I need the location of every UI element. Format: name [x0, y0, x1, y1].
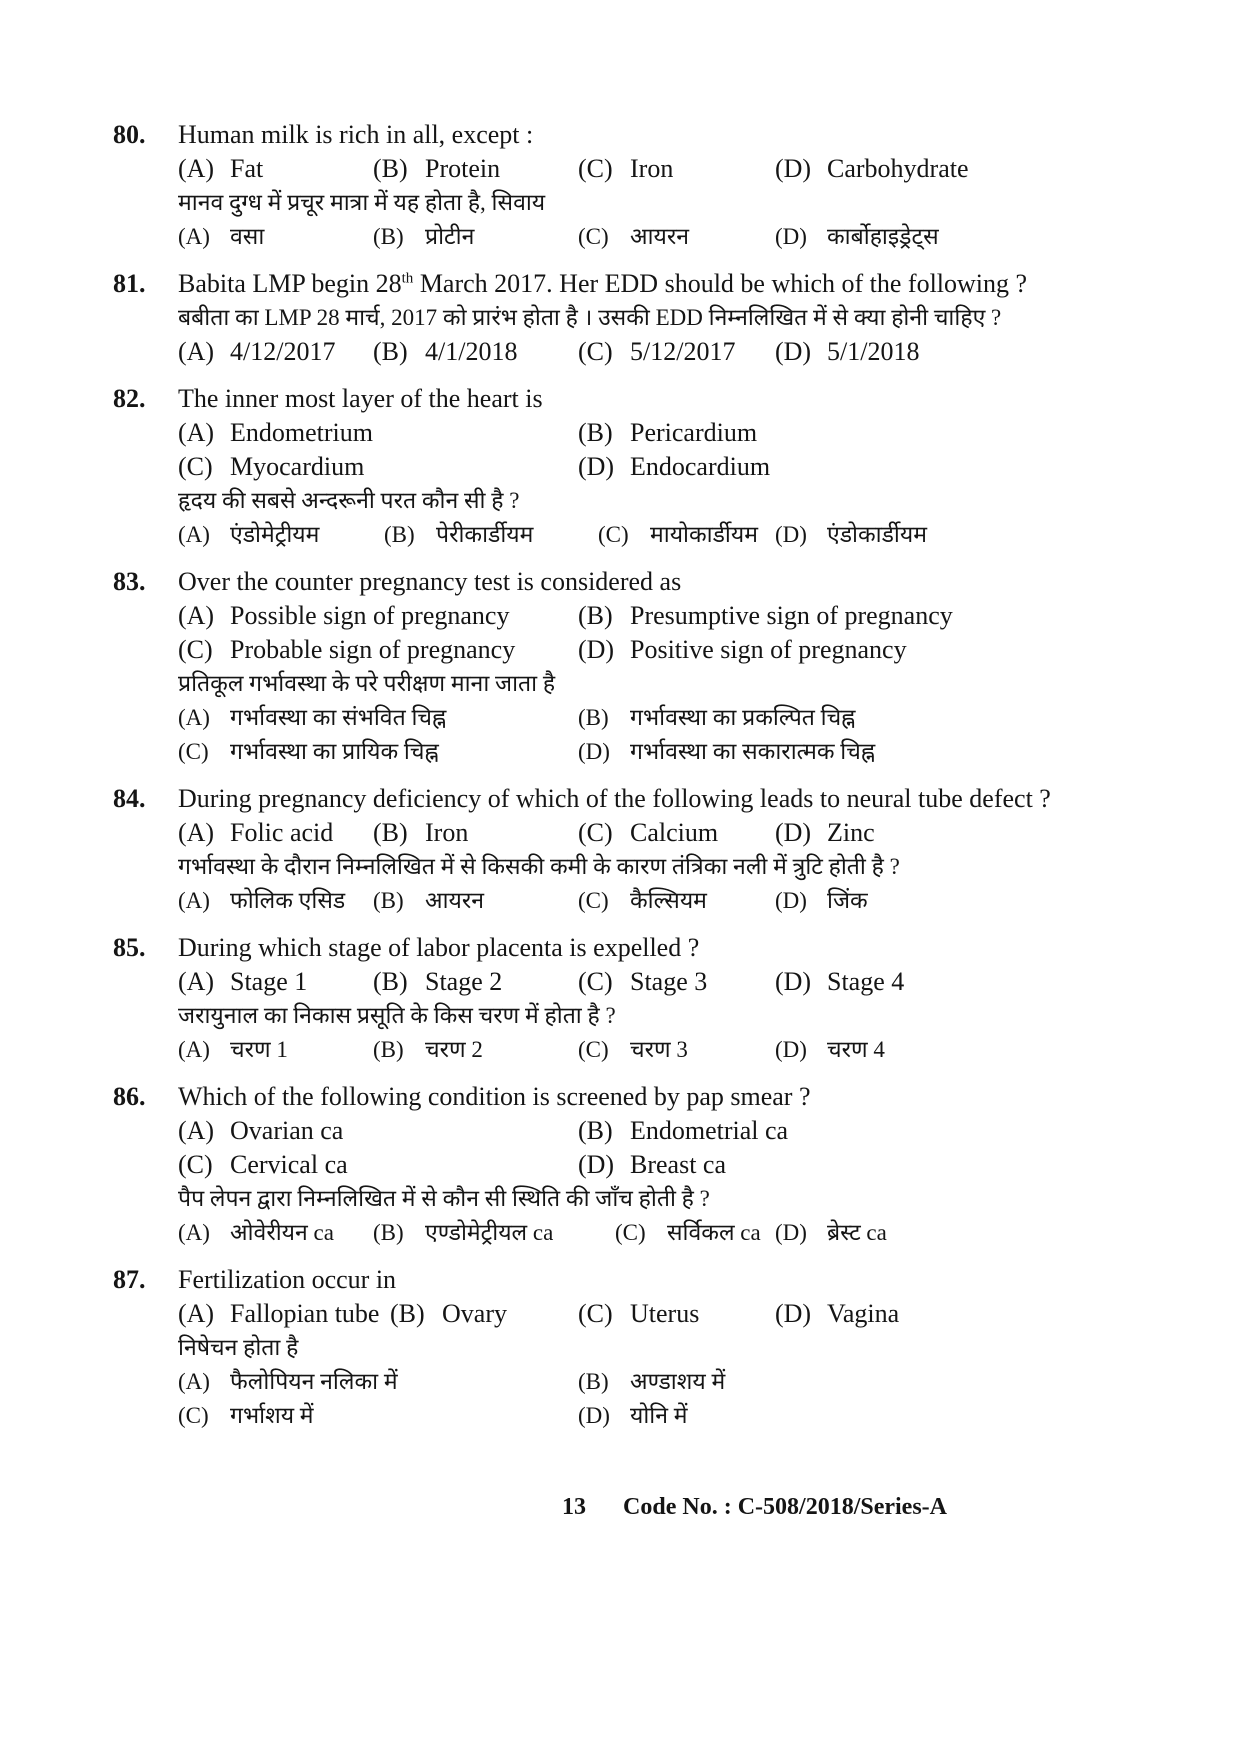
option-a [178, 152, 373, 186]
option-b [578, 1365, 1025, 1399]
option-label: (B) [373, 1037, 404, 1062]
option-d [775, 816, 1025, 850]
options-row-english [178, 335, 1025, 369]
option-a [178, 599, 578, 633]
option-text: 4/1/2018 [425, 337, 518, 366]
question-text-hindi: हृदय की सबसे अन्दरूनी परत कौन सी है ? [178, 488, 520, 513]
option-label: (D) [775, 967, 812, 996]
option-text: Stage 3 [630, 967, 708, 996]
option-c [578, 335, 775, 369]
page-number: 13 [562, 1494, 586, 1520]
option-text: Stage 2 [425, 967, 503, 996]
option-a [178, 701, 578, 735]
option-text: Calcium [630, 818, 719, 847]
option-d [775, 518, 1025, 552]
option-text: गर्भावस्था का सकारात्मक चिह्न [630, 739, 876, 764]
option-text: Iron [425, 818, 469, 847]
option-a [178, 1216, 373, 1250]
question-block-87 [113, 1263, 1025, 1433]
option-text: एण्डोमेट्रीयल ca [425, 1220, 554, 1245]
option-text: Folic acid [230, 818, 334, 847]
option-text: Fallopian tube [230, 1299, 380, 1328]
option-label: (C) [578, 154, 613, 183]
option-b [578, 416, 1025, 450]
option-label: (D) [775, 154, 812, 183]
question-block-83 [113, 565, 1025, 769]
option-label: (C) [178, 635, 213, 664]
option-text: फोलिक एसिड [230, 888, 346, 913]
question-text-hindi: जरायुनाल का निकास प्रसूति के किस चरण में होता है ? [178, 1003, 616, 1028]
option-d [775, 884, 1025, 918]
option-b [373, 816, 578, 850]
question-text-hindi: गर्भावस्था के दौरान निम्नलिखित में से किसकी कमी के कारण तंत्रिका नली में त्रुटि होती है ? [178, 854, 900, 879]
option-label: (C) [578, 818, 613, 847]
options-row-english [178, 450, 1025, 484]
option-text: Ovary [442, 1299, 507, 1328]
option-label: (B) [578, 601, 613, 630]
option-text: वसा [230, 224, 265, 249]
option-label: (C) [178, 1403, 209, 1428]
option-b [373, 1216, 615, 1250]
option-text: अण्डाशय में [630, 1369, 726, 1394]
question-text-part: March 2017. Her EDD should be which of the following ? [413, 269, 1028, 298]
option-text: गर्भावस्था का प्रकल्पित चिह्न [630, 705, 856, 730]
option-label: (C) [578, 967, 613, 996]
question-text-part: Babita LMP begin 28 [178, 269, 402, 298]
options-row-english [178, 1148, 1025, 1182]
option-text: फैलोपियन नलिका में [230, 1369, 398, 1394]
option-text: आयरन [630, 224, 690, 249]
question-number: 80. [113, 120, 146, 149]
option-text: प्रोटीन [425, 224, 475, 249]
option-label: (D) [578, 1403, 610, 1428]
option-text: Stage 1 [230, 967, 308, 996]
option-label: (A) [178, 1299, 215, 1328]
option-text: Uterus [630, 1299, 700, 1328]
option-text: Ovarian ca [230, 1116, 344, 1145]
question-text-hindi: पैप लेपन द्वारा निम्नलिखित में से कौन सी स्थिति की जाँच होती है ? [178, 1186, 710, 1211]
option-label: (A) [178, 337, 215, 366]
option-label: (A) [178, 888, 210, 913]
option-label: (B) [578, 1369, 609, 1394]
question-number: 85. [113, 933, 146, 962]
option-label: (B) [384, 522, 415, 547]
option-label: (A) [178, 967, 215, 996]
option-text: योनि में [630, 1403, 688, 1428]
option-d [578, 450, 1025, 484]
option-text: Positive sign of pregnancy [630, 635, 907, 664]
option-c [178, 735, 578, 769]
option-label: (D) [578, 452, 615, 481]
question-block-81 [113, 267, 1028, 369]
option-label: (D) [775, 522, 807, 547]
option-d [775, 152, 1025, 186]
options-row-english [178, 152, 1025, 186]
option-text: आयरन [425, 888, 485, 913]
question-block-80 [113, 118, 1025, 254]
option-label: (A) [178, 1037, 210, 1062]
option-c [178, 450, 578, 484]
option-d [775, 335, 1025, 369]
question-block-82 [113, 382, 1025, 552]
option-label: (D) [775, 1037, 807, 1062]
question-text-english [178, 267, 1028, 301]
option-text: कार्बोहाइड्रेट्स [827, 224, 939, 249]
option-label: (A) [178, 1220, 210, 1245]
option-a [178, 416, 578, 450]
option-label: (D) [578, 739, 610, 764]
options-row-english [178, 816, 1025, 850]
superscript-ordinal: th [401, 270, 414, 287]
option-d [775, 965, 1025, 999]
option-b [390, 1297, 578, 1331]
option-label: (A) [178, 818, 215, 847]
option-text: गर्भावस्था का प्रायिक चिह्न [230, 739, 439, 764]
option-label: (D) [578, 635, 615, 664]
option-c [598, 518, 775, 552]
option-text: चरण 2 [425, 1037, 483, 1062]
option-text: Stage 4 [827, 967, 905, 996]
option-label: (B) [373, 1220, 404, 1245]
option-label: (B) [373, 967, 408, 996]
question-text-hindi: मानव दुग्ध में प्रचूर मात्रा में यह होता है, सिवाय [178, 190, 546, 215]
option-b [373, 152, 578, 186]
question-text-hindi: निषेचन होता है [178, 1335, 299, 1360]
options-row-hindi [178, 1033, 1025, 1067]
option-label: (C) [578, 224, 609, 249]
question-text-english: The inner most layer of the heart is [178, 384, 543, 413]
options-row-hindi [178, 1216, 1025, 1250]
option-label: (B) [373, 337, 408, 366]
option-label: (C) [178, 1150, 213, 1179]
option-label: (C) [578, 1299, 613, 1328]
option-text: चरण 4 [827, 1037, 885, 1062]
option-text: 4/12/2017 [230, 337, 336, 366]
options-row-english [178, 965, 1025, 999]
option-label: (D) [578, 1150, 615, 1179]
option-label: (D) [775, 224, 807, 249]
option-label: (B) [373, 224, 404, 249]
question-text-english: During which stage of labor placenta is expelled ? [178, 933, 700, 962]
option-d [775, 1216, 1025, 1250]
question-text-english: During pregnancy deficiency of which of the following leads to neural tube defect ? [178, 784, 1051, 813]
option-text: Pericardium [630, 418, 758, 447]
question-block-84 [113, 782, 1051, 918]
option-b [384, 518, 598, 552]
option-d [578, 633, 1025, 667]
question-text-english: Over the counter pregnancy test is considered as [178, 567, 682, 596]
options-row-english [178, 599, 1025, 633]
option-label: (D) [775, 1220, 807, 1245]
option-text: Vagina [827, 1299, 900, 1328]
option-d [775, 1297, 1025, 1331]
options-row-hindi [178, 220, 1025, 254]
option-c [615, 1216, 775, 1250]
options-row-hindi [178, 1365, 1025, 1399]
option-a [178, 965, 373, 999]
option-text: Possible sign of pregnancy [230, 601, 510, 630]
option-label: (B) [578, 418, 613, 447]
option-b [373, 965, 578, 999]
options-row-hindi [178, 735, 1025, 769]
option-label: (C) [578, 1037, 609, 1062]
option-text: Cervical ca [230, 1150, 348, 1179]
option-b [373, 884, 578, 918]
options-row-hindi [178, 518, 1025, 552]
code-number: Code No. : C-508/2018/Series-A [623, 1494, 947, 1520]
option-label: (D) [775, 818, 812, 847]
option-label: (A) [178, 418, 215, 447]
option-text: कैल्सियम [630, 888, 707, 913]
options-row-english [178, 633, 1025, 667]
option-label: (B) [373, 154, 408, 183]
option-a [178, 1365, 578, 1399]
option-text: Iron [630, 154, 674, 183]
option-label: (D) [775, 337, 812, 366]
option-text: 5/1/2018 [827, 337, 920, 366]
option-text: जिंक [827, 888, 868, 913]
option-text: ओवेरीयन ca [230, 1220, 334, 1245]
option-d [578, 735, 1025, 769]
option-c [578, 1297, 775, 1331]
question-text-english: Human milk is rich in all, except : [178, 120, 534, 149]
option-label: (A) [178, 1116, 215, 1145]
option-c [578, 152, 775, 186]
option-a [178, 1033, 373, 1067]
option-label: (B) [373, 818, 408, 847]
option-b [373, 335, 578, 369]
options-row-hindi [178, 1399, 1025, 1433]
option-c [578, 884, 775, 918]
option-a [178, 220, 373, 254]
option-label: (A) [178, 522, 210, 547]
question-text-hindi: बबीता का LMP 28 मार्च, 2017 को प्रारंभ होता है । उसकी EDD निम्नलिखित में से क्या होनी चाहिए ? [178, 305, 1002, 330]
option-text: Endometrial ca [630, 1116, 789, 1145]
question-block-86 [113, 1080, 1025, 1250]
option-text: 5/12/2017 [630, 337, 736, 366]
option-label: (B) [390, 1299, 425, 1328]
question-text-hindi: प्रतिकूल गर्भावस्था के परे परीक्षण माना जाता है [178, 671, 556, 696]
option-text: Myocardium [230, 452, 365, 481]
option-d [578, 1148, 1025, 1182]
option-c [578, 220, 775, 254]
option-a [178, 816, 373, 850]
option-label: (D) [775, 888, 807, 913]
option-b [373, 220, 578, 254]
option-c [578, 1033, 775, 1067]
option-text: सर्विकल ca [667, 1220, 761, 1245]
option-label: (C) [615, 1220, 646, 1245]
option-label: (B) [373, 888, 404, 913]
option-d [775, 1033, 1025, 1067]
option-text: Carbohydrate [827, 154, 969, 183]
option-text: एंडोकार्डीयम [827, 522, 927, 547]
question-number: 84. [113, 784, 146, 813]
option-text: चरण 1 [230, 1037, 288, 1062]
question-number: 86. [113, 1082, 146, 1111]
question-text-english: Which of the following condition is screened by pap smear ? [178, 1082, 811, 1111]
question-text-english: Fertilization occur in [178, 1265, 397, 1294]
question-number: 82. [113, 384, 146, 413]
question-number: 83. [113, 567, 146, 596]
option-text: मायोकार्डीयम [650, 522, 758, 547]
question-block-85 [113, 931, 1025, 1067]
option-label: (C) [578, 337, 613, 366]
option-text: ब्रेस्ट ca [827, 1220, 887, 1245]
option-text: Breast ca [630, 1150, 727, 1179]
option-a [178, 335, 373, 369]
option-text: एंडोमेट्रीयम [230, 522, 320, 547]
options-row-hindi [178, 701, 1025, 735]
option-text: Presumptive sign of pregnancy [630, 601, 953, 630]
option-a [178, 884, 373, 918]
option-label: (B) [578, 705, 609, 730]
option-label: (A) [178, 601, 215, 630]
option-text: गर्भाशय में [230, 1403, 314, 1428]
option-c [178, 1148, 578, 1182]
option-c [178, 1399, 578, 1433]
options-row-english [178, 1114, 1025, 1148]
option-text: पेरीकार्डीयम [436, 522, 534, 547]
option-a [178, 1114, 578, 1148]
question-number: 87. [113, 1265, 146, 1294]
option-label: (A) [178, 154, 215, 183]
option-c [578, 965, 775, 999]
option-text: Endometrium [230, 418, 373, 447]
option-text: Fat [230, 154, 264, 183]
option-a [178, 518, 384, 552]
option-d [775, 220, 1025, 254]
option-b [578, 599, 1025, 633]
option-label: (A) [178, 705, 210, 730]
option-label: (B) [578, 1116, 613, 1145]
option-label: (C) [578, 888, 609, 913]
option-text: Probable sign of pregnancy [230, 635, 516, 664]
option-label: (C) [598, 522, 629, 547]
options-row-hindi [178, 884, 1025, 918]
question-number: 81. [113, 269, 146, 298]
options-row-english [178, 416, 1025, 450]
option-text: Zinc [827, 818, 875, 847]
option-label: (A) [178, 224, 210, 249]
option-label: (C) [178, 452, 213, 481]
option-c [578, 816, 775, 850]
option-a [178, 1297, 390, 1331]
option-text: गर्भावस्था का संभवित चिह्न [230, 705, 447, 730]
options-row-english [178, 1297, 1025, 1331]
option-d [578, 1399, 1025, 1433]
option-label: (C) [178, 739, 209, 764]
question-list [113, 118, 1051, 1446]
option-label: (D) [775, 1299, 812, 1328]
option-c [178, 633, 578, 667]
option-label: (A) [178, 1369, 210, 1394]
option-text: चरण 3 [630, 1037, 688, 1062]
option-b [373, 1033, 578, 1067]
option-text: Endocardium [630, 452, 771, 481]
option-text: Protein [425, 154, 501, 183]
option-b [578, 1114, 1025, 1148]
option-b [578, 701, 1025, 735]
